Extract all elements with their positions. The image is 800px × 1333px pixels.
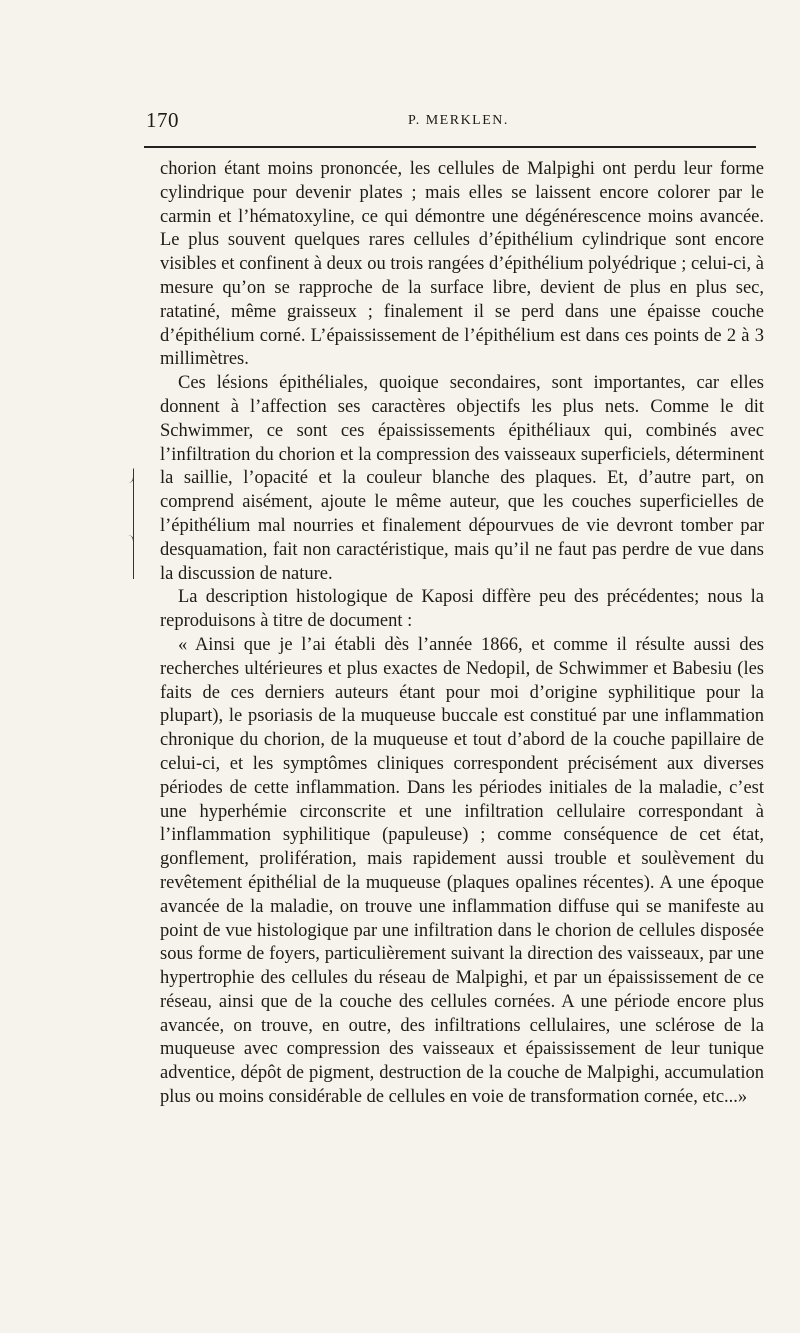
page-number: 170 — [146, 108, 179, 132]
running-head: P. MERKLEN. — [408, 113, 509, 128]
page-header — [146, 108, 758, 138]
body-text — [160, 158, 764, 1110]
header-rule — [144, 146, 756, 148]
margin-bracket-mark — [133, 468, 144, 579]
quotation-paragraph: « Ainsi que je l’ai établi dès l’année 1866, et comme il résulte aussi des recherches ultérieures et plus exactes de Nedopil, de Schwimmer et Babesiu (les faits de ces derniers auteurs étant pour moi d’origine syphilitique pour la plupart), le psoriasis de la muqueuse buccale est constitué par une inflammation chronique du chorion, de la muqueuse et tout d’abord de la couche papillaire de celui-ci, et les symptômes cliniques correspondent précisément aux diverses périodes de cette inflammation. Dans les périodes initiales de la maladie, c’est une hyperhémie circonscrite et une infiltration cellulaire correspondant à l’inflammation syphilitique (papuleuse) ; comme conséquence de cet état, gonflement, prolifération, mais rapidement aussi trouble et soulèvement du revêtement épithélial de la muqueuse (plaques opalines récentes). A une époque avancée de la maladie, on trouve une inflammation diffuse qui se manifeste au point de vue histologique par une infiltration dans le chorion de cellules disposée sous forme de foyers, particulièrement suivant la direction des vaisseaux, par une hypertrophie des cellules du réseau de Malpighi, et par un épaississement de ce réseau, ainsi que de la couche des cellules cornées. A une période encore plus avancée, on trouve, en outre, des infiltrations cellulaires, une sclérose de la muqueuse avec compression des vaisseaux et épaississement de leur tunique adventice, dépôt de pigment, destruction de la couche de Malpighi, accumulation plus ou moins considérable de cellules en voie de transformation cornée, etc...» — [160, 634, 764, 1108]
paragraph: La description histologique de Kaposi diffère peu des précédentes; nous la reproduisons à titre de document : — [160, 587, 764, 632]
paragraph: Ces lésions épithéliales, quoique secondaires, sont importantes, car elles donnent à l’affection ses caractères objectifs les plus nets. Comme le dit Schwimmer, ce sont ces épaississements épithéliaux qui, combinés avec l’infiltration du chorion et la compression des vaisseaux superficiels, déterminent la saillie, l’opacité et la couleur blanche des plaques. Et, d’autre part, on comprend aisément, ajoute le même auteur, que les couches superficielles de l’épithélium mal nourries et finalement dépourvues de vie devront tomber par desquamation, fait non caractéristique, mais qu’il ne faut pas perdre de vue dans la discussion de nature. — [160, 373, 764, 584]
paragraph: chorion étant moins prononcée, les cellules de Malpighi ont perdu leur forme cylindrique pour devenir plates ; mais elles se laissent encore colorer par le carmin et l’hématoxyline, ce qui démontre une dégénérescence moins avancée. Le plus souvent quelques rares cellules d’épithélium cylindrique sont encore visibles et confinent à deux ou trois rangées d’épithélium polyédrique ; celui-ci, à mesure qu’on se rapproche de la surface libre, devient de plus en plus sec, ratatiné, même graisseux ; finalement il se perd dans une épaisse couche d’épithélium corné. L’épaississement de l’épithélium est dans ces points de 2 à 3 millimètres. — [160, 159, 764, 370]
